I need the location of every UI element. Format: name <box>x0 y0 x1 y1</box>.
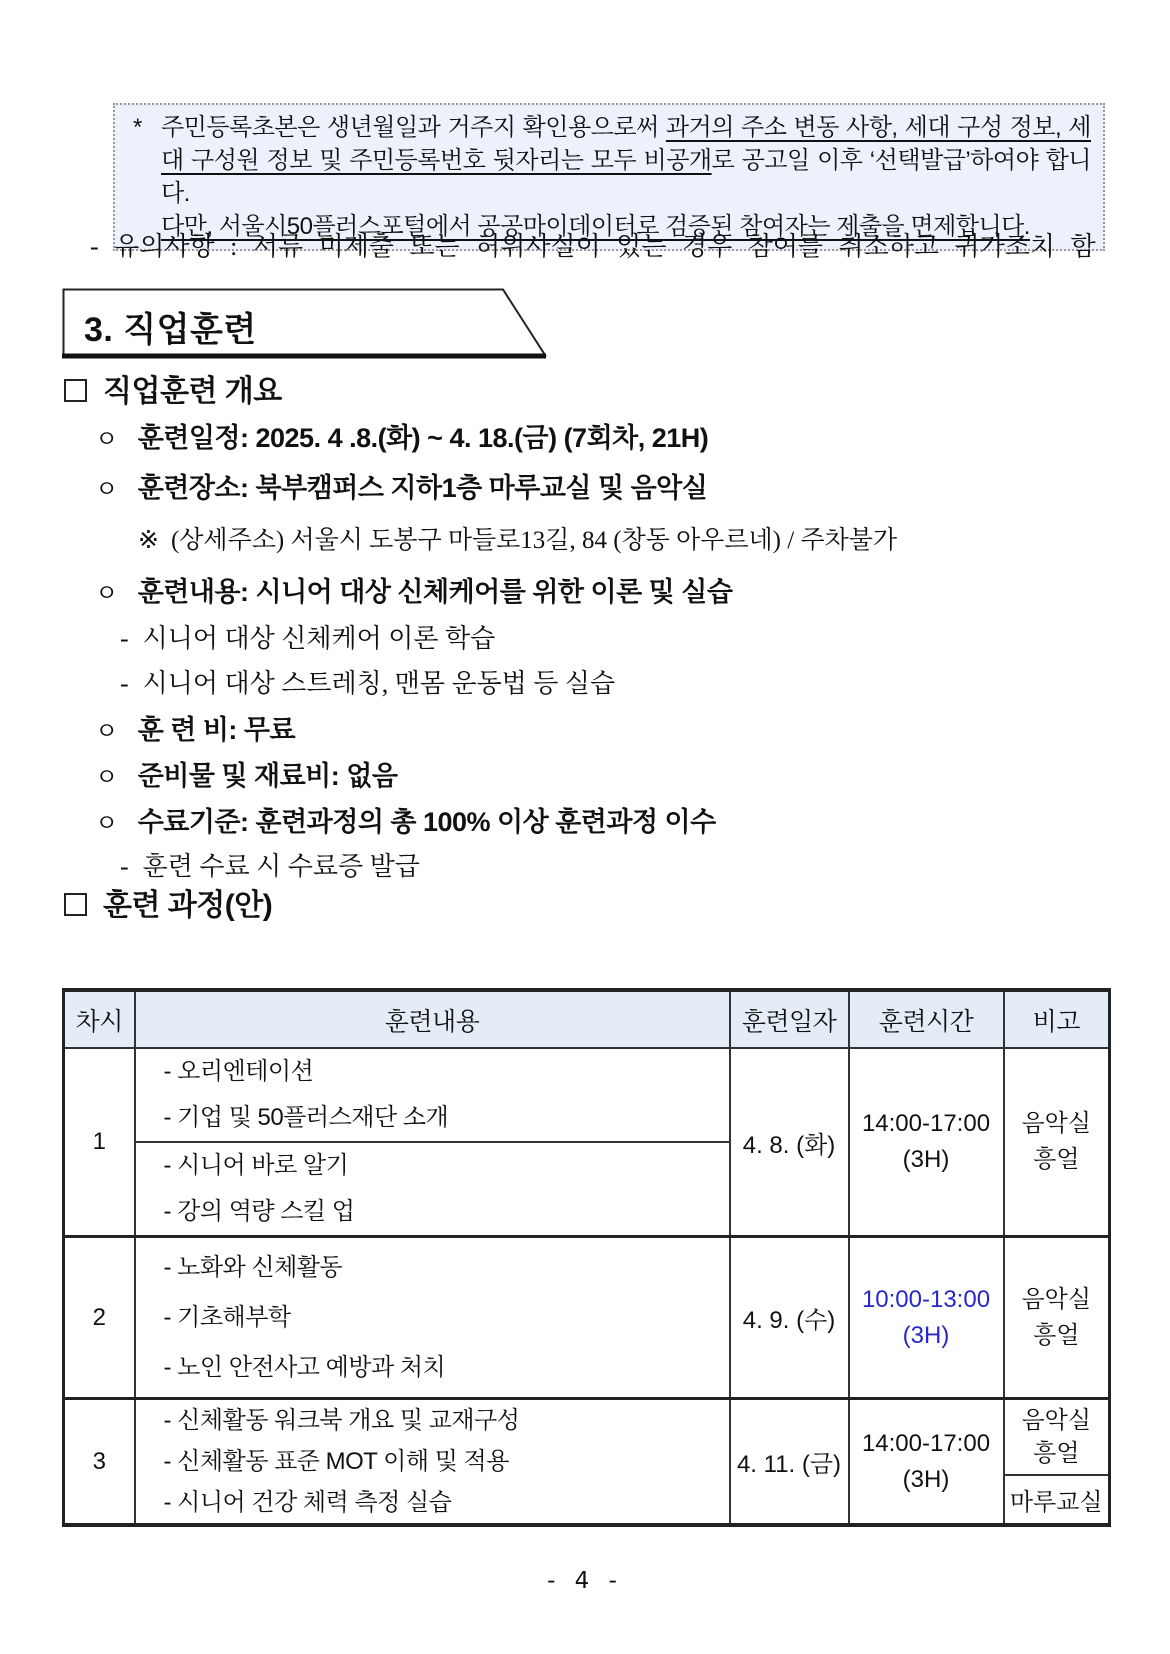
session1-date: 4. 8. (화) <box>730 1048 849 1237</box>
session2-content <box>135 1237 730 1399</box>
circle-bullet: ㅇ <box>95 718 118 745</box>
session-number: 2 <box>64 1237 135 1399</box>
remark-line: 음악실 <box>1021 1406 1092 1434</box>
content-line: - 신체활동 워크북 개요 및 교재구성 <box>163 1407 520 1434</box>
notice-text <box>131 111 1091 243</box>
page-number: - 4 - <box>547 1568 623 1594</box>
section-banner <box>62 288 552 360</box>
remark-line: 음악실 <box>1021 1285 1092 1313</box>
overview-item-text: 시니어 대상 신체케어 이론 학습 <box>142 624 496 653</box>
overview-item-address-note <box>138 520 897 556</box>
overview-item-text: 수료기준: 훈련과정의 총 100% 이상 훈련과정 이수 <box>137 807 716 837</box>
overview-item-text: 훈련장소: 북부캠퍼스 지하1층 마루교실 및 음악실 <box>137 473 708 503</box>
circle-bullet: ㅇ <box>95 476 118 503</box>
content-line: - 기업 및 50플러스재단 소개 <box>163 1104 449 1131</box>
overview-item-materials <box>95 754 397 793</box>
table-header-row <box>64 990 1110 1048</box>
course-plan-heading-label: 훈련 과정(안) <box>103 889 273 922</box>
dash-bullet: - <box>120 624 129 653</box>
overview-item-text: 훈련 수료 시 수료증 발급 <box>142 852 420 881</box>
course-table <box>62 988 1111 1527</box>
asterisk-marker: * <box>133 114 142 141</box>
col-header-session: 차시 <box>64 990 135 1048</box>
remark-line: 흥얼 <box>1033 1321 1080 1349</box>
content-line: - 신체활동 표준 MOT 이해 및 적용 <box>163 1448 509 1475</box>
notice-segment-underlined-2: 다만, 서울시50플러스포털에서 공공마이데이터로 검증된 참여자는 제출을 면제합니다. <box>161 213 1030 240</box>
notice-segment-plain-1: 주민등록초본은 생년월일과 거주지 확인용으로써 <box>161 114 666 141</box>
overview-heading-label: 직업훈련 개요 <box>103 375 282 408</box>
overview-item-schedule <box>95 416 708 455</box>
notice-segment-plain-2: 로 공고일 이후 ‘선택발급’하여야 합니다. <box>161 147 1091 207</box>
session3-content <box>135 1399 730 1526</box>
table-row-session2 <box>64 1237 1110 1399</box>
overview-heading <box>64 366 282 410</box>
session3-remark-bottom: 마루교실 <box>1004 1475 1110 1525</box>
session3-time <box>849 1399 1004 1526</box>
circle-bullet: ㅇ <box>95 810 118 837</box>
overview-subitem-theory <box>120 618 495 655</box>
col-header-content: 훈련내용 <box>135 990 730 1048</box>
overview-item-text: 준비물 및 재료비: 없음 <box>137 761 398 791</box>
overview-item-text: 훈 련 비: 무료 <box>137 715 296 745</box>
session1-time <box>849 1048 1004 1237</box>
circle-bullet: ㅇ <box>95 764 118 791</box>
content-line: - 노화와 신체활동 <box>163 1253 343 1281</box>
content-line: - 시니어 건강 체력 측정 실습 <box>163 1489 452 1516</box>
table-row-session1 <box>64 1048 1110 1142</box>
overview-subitem-certificate <box>120 846 420 883</box>
remark-line: 흥얼 <box>1033 1146 1080 1173</box>
overview-item-fee <box>95 708 295 747</box>
overview-item-location <box>95 466 707 505</box>
course-plan-heading <box>64 880 272 924</box>
session2-remark <box>1004 1237 1110 1399</box>
session3-date: 4. 11. (금) <box>730 1399 849 1526</box>
remark-line: 음악실 <box>1021 1110 1092 1137</box>
session1-content-bottom <box>135 1142 730 1237</box>
content-line: - 시니어 바로 알기 <box>163 1152 349 1179</box>
content-line: - 기초해부학 <box>163 1303 291 1331</box>
circle-bullet: ㅇ <box>95 580 118 607</box>
time-duration: (3H) <box>902 1465 950 1493</box>
remark-line: 흥얼 <box>1033 1439 1080 1467</box>
square-bullet-icon <box>64 379 87 402</box>
session-number: 1 <box>64 1048 135 1237</box>
content-line: - 오리엔테이션 <box>163 1058 314 1085</box>
content-line: - 강의 역량 스킬 업 <box>163 1198 355 1225</box>
session2-date: 4. 9. (수) <box>730 1237 849 1399</box>
time-range: 14:00-17:00 <box>861 1110 991 1137</box>
time-range: 10:00-13:00 <box>861 1285 991 1313</box>
time-duration: (3H) <box>902 1321 950 1349</box>
session-number: 3 <box>64 1399 135 1526</box>
session1-content-top <box>135 1048 730 1142</box>
caution-line: - 유의사항 : 서류 미제출 또는 허위사실이 있는 경우 참여를 취소하고 귀가조치 함 <box>90 232 1096 261</box>
dash-bullet: - <box>120 669 129 698</box>
section-title: 3. 직업훈련 <box>84 311 257 349</box>
reference-mark: ※ <box>138 527 159 554</box>
content-line: - 노인 안전사고 예방과 처치 <box>163 1353 446 1381</box>
col-header-date: 훈련일자 <box>730 990 849 1048</box>
time-range: 14:00-17:00 <box>861 1429 991 1457</box>
session1-remark <box>1004 1048 1110 1237</box>
overview-item-completion <box>95 800 716 839</box>
col-header-time: 훈련시간 <box>849 990 1004 1048</box>
notice-segment-underlined-1: 과거의 주소 변동 사항, 세대 구성 정보, 세대 구성원 정보 및 주민등록번호 뒷자리는 모두 비공개 <box>161 114 1091 174</box>
table-row-session3 <box>64 1399 1110 1475</box>
time-duration: (3H) <box>902 1146 950 1173</box>
circle-bullet: ㅇ <box>95 426 118 453</box>
session3-remark-top <box>1004 1399 1110 1475</box>
square-bullet-icon <box>64 893 87 916</box>
overview-item-text: (상세주소) 서울시 도봉구 마들로13길, 84 (창동 아우르네) / 주차불가 <box>170 527 898 554</box>
overview-item-text: 훈련일정: 2025. 4 .8.(화) ~ 4. 18.(금) (7회차, 21H) <box>137 423 709 453</box>
col-header-remark: 비고 <box>1004 990 1110 1048</box>
overview-item-text: 시니어 대상 스트레칭, 맨몸 운동법 등 실습 <box>142 669 616 698</box>
overview-item-text: 훈련내용: 시니어 대상 신체케어를 위한 이론 및 실습 <box>137 577 733 607</box>
overview-subitem-practice <box>120 663 615 700</box>
overview-item-content <box>95 570 732 609</box>
dash-bullet: - <box>120 852 129 881</box>
session2-time <box>849 1237 1004 1399</box>
